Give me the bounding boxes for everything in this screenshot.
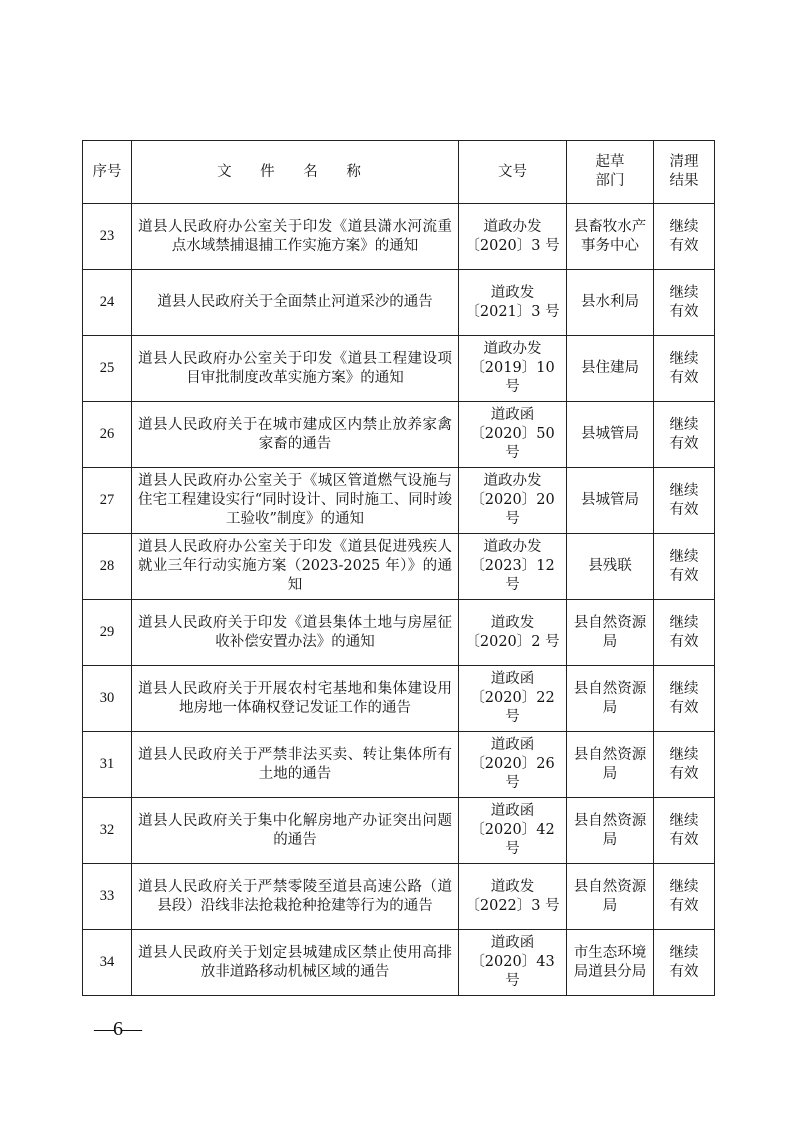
row-doc-name-text: 道县人民政府办公室关于《城区管道燃气设施与住宅工程建设实行“同时设计、同时施工、同时竣工验收”制度》的通知 bbox=[138, 473, 452, 527]
header-doc-no: 文号 bbox=[459, 141, 567, 204]
row-result-text: 继续 有效 bbox=[669, 218, 699, 254]
row-seq bbox=[83, 798, 132, 864]
row-result-text: 继续 有效 bbox=[669, 350, 699, 386]
row-doc-no-text: 道政发 〔2021〕3 号 bbox=[465, 284, 560, 320]
row-seq bbox=[83, 402, 132, 468]
row-result bbox=[654, 930, 715, 996]
row-dept bbox=[567, 468, 654, 534]
table-row bbox=[83, 270, 715, 336]
table-row bbox=[83, 930, 715, 996]
row-doc-no bbox=[459, 270, 567, 336]
row-dept-text: 县城管局 bbox=[581, 492, 639, 508]
row-doc-no bbox=[459, 600, 567, 666]
row-seq-text: 33 bbox=[99, 888, 115, 904]
row-seq-text: 30 bbox=[99, 690, 115, 706]
row-doc-no-text: 道政办发 〔2020〕3 号 bbox=[465, 218, 560, 254]
row-seq-text: 28 bbox=[99, 558, 115, 574]
row-result bbox=[654, 534, 715, 600]
row-doc-name bbox=[132, 204, 459, 270]
row-result-text: 继续 有效 bbox=[669, 614, 699, 650]
row-result bbox=[654, 402, 715, 468]
row-dept bbox=[567, 534, 654, 600]
row-result-text: 继续 有效 bbox=[669, 878, 699, 914]
table-row bbox=[83, 336, 715, 402]
table-row bbox=[83, 666, 715, 732]
row-doc-name-text: 道县人民政府关于严禁非法买卖、转让集体所有土地的通告 bbox=[138, 746, 452, 782]
row-result bbox=[654, 204, 715, 270]
row-seq-text: 25 bbox=[99, 360, 115, 376]
row-doc-no bbox=[459, 666, 567, 732]
row-dept-text: 县自然资源局 bbox=[573, 812, 647, 848]
header-seq: 序号 bbox=[83, 141, 132, 204]
table-row bbox=[83, 468, 715, 534]
row-result bbox=[654, 336, 715, 402]
row-result bbox=[654, 600, 715, 666]
row-doc-name-text: 道县人民政府关于全面禁止河道采沙的通告 bbox=[157, 294, 433, 310]
row-doc-name-text: 道县人民政府办公室关于印发《道县工程建设项目审批制度改革实施方案》的通知 bbox=[138, 350, 452, 386]
document-table bbox=[82, 140, 715, 996]
row-doc-no bbox=[459, 468, 567, 534]
row-doc-no bbox=[459, 798, 567, 864]
row-seq-text: 29 bbox=[99, 624, 115, 640]
row-doc-no-text: 道政函 〔2020〕26 号 bbox=[470, 737, 555, 791]
row-result bbox=[654, 270, 715, 336]
row-dept-text: 县水利局 bbox=[581, 294, 639, 310]
row-doc-name bbox=[132, 336, 459, 402]
row-seq bbox=[83, 666, 132, 732]
row-seq-text: 24 bbox=[99, 294, 115, 310]
row-dept-text: 县自然资源局 bbox=[573, 680, 647, 716]
row-result-text: 继续 有效 bbox=[669, 284, 699, 320]
row-doc-no bbox=[459, 336, 567, 402]
row-seq-text: 23 bbox=[99, 228, 115, 244]
row-doc-name-text: 道县人民政府关于集中化解房地产办证突出问题的通告 bbox=[138, 812, 452, 848]
row-doc-name bbox=[132, 468, 459, 534]
table-row bbox=[83, 864, 715, 930]
row-seq-text: 31 bbox=[99, 756, 115, 772]
row-result-text: 继续 有效 bbox=[669, 548, 699, 584]
row-doc-name bbox=[132, 732, 459, 798]
row-doc-no-text: 道政办发 〔2019〕10 号 bbox=[470, 341, 555, 395]
header-result-label: 清理 结果 bbox=[669, 154, 699, 189]
row-result bbox=[654, 864, 715, 930]
row-result-text: 继续 有效 bbox=[669, 746, 699, 782]
row-dept bbox=[567, 930, 654, 996]
header-name bbox=[132, 141, 459, 204]
row-doc-no-text: 道政函 〔2020〕42 号 bbox=[470, 803, 555, 857]
row-doc-no-text: 道政发 〔2020〕2 号 bbox=[465, 614, 560, 650]
row-doc-no-text: 道政函 〔2020〕43 号 bbox=[470, 935, 555, 989]
row-result-text: 继续 有效 bbox=[669, 944, 699, 980]
row-doc-name bbox=[132, 402, 459, 468]
row-doc-no-text: 道政办发 〔2020〕20 号 bbox=[470, 473, 555, 527]
header-dept bbox=[567, 141, 654, 204]
row-doc-name-text: 道县人民政府关于在城市建成区内禁止放养家禽家畜的通告 bbox=[138, 416, 452, 452]
row-seq bbox=[83, 468, 132, 534]
row-dept-text: 县自然资源局 bbox=[573, 878, 647, 914]
row-dept-text: 县城管局 bbox=[581, 426, 639, 442]
row-result bbox=[654, 666, 715, 732]
row-dept bbox=[567, 402, 654, 468]
row-dept bbox=[567, 204, 654, 270]
row-seq bbox=[83, 732, 132, 798]
row-result-text: 继续 有效 bbox=[669, 482, 699, 518]
row-doc-no bbox=[459, 534, 567, 600]
row-doc-name-text: 道县人民政府关于划定县城建成区禁止使用高排放非道路移动机械区域的通告 bbox=[138, 944, 452, 980]
header-dept-label: 起草 部门 bbox=[595, 154, 625, 189]
row-seq-text: 32 bbox=[99, 822, 115, 838]
row-dept-text: 县畜牧水产事务中心 bbox=[573, 218, 647, 254]
header-name-label: 文 件 名 称 bbox=[217, 163, 373, 180]
row-result-text: 继续 有效 bbox=[669, 680, 699, 716]
row-seq-text: 26 bbox=[99, 426, 115, 442]
row-doc-no bbox=[459, 204, 567, 270]
row-dept-text: 县自然资源局 bbox=[573, 746, 647, 782]
table-row bbox=[83, 732, 715, 798]
row-doc-name-text: 道县人民政府关于严禁零陵至道县高速公路（道县段）沿线非法抢栽抢种抢建等行为的通告 bbox=[138, 878, 452, 914]
row-doc-name bbox=[132, 534, 459, 600]
row-doc-name bbox=[132, 270, 459, 336]
row-doc-name bbox=[132, 600, 459, 666]
row-doc-name-text: 道县人民政府办公室关于印发《道县促进残疾人就业三年行动实施方案（2023-2025 年）》的通知 bbox=[138, 539, 452, 593]
row-dept bbox=[567, 336, 654, 402]
row-doc-no-text: 道政函 〔2020〕22 号 bbox=[470, 671, 555, 725]
row-seq-text: 27 bbox=[99, 492, 115, 508]
row-result bbox=[654, 798, 715, 864]
row-doc-no-text: 道政函 〔2020〕50 号 bbox=[470, 407, 555, 461]
row-doc-no-text: 道政办发 〔2023〕12 号 bbox=[470, 539, 555, 593]
table-row bbox=[83, 600, 715, 666]
row-seq bbox=[83, 336, 132, 402]
row-seq bbox=[83, 270, 132, 336]
page-number: —6— bbox=[94, 1018, 141, 1040]
row-doc-name bbox=[132, 930, 459, 996]
table-row bbox=[83, 402, 715, 468]
row-doc-no bbox=[459, 732, 567, 798]
row-seq bbox=[83, 600, 132, 666]
row-dept-text: 市生态环境局道县分局 bbox=[573, 944, 647, 980]
row-dept bbox=[567, 270, 654, 336]
row-result-text: 继续 有效 bbox=[669, 812, 699, 848]
row-doc-name bbox=[132, 666, 459, 732]
row-doc-no-text: 道政发 〔2022〕3 号 bbox=[465, 878, 560, 914]
table-header-row bbox=[83, 141, 715, 204]
header-result bbox=[654, 141, 715, 204]
row-doc-name-text: 道县人民政府关于开展农村宅基地和集体建设用地房地一体确权登记发证工作的通告 bbox=[138, 680, 452, 716]
table-row bbox=[83, 798, 715, 864]
row-seq bbox=[83, 204, 132, 270]
row-seq bbox=[83, 534, 132, 600]
row-seq bbox=[83, 864, 132, 930]
row-seq bbox=[83, 930, 132, 996]
row-doc-name-text: 道县人民政府办公室关于印发《道县潇水河流重点水域禁捕退捕工作实施方案》的通知 bbox=[138, 218, 452, 254]
table-row bbox=[83, 534, 715, 600]
row-result bbox=[654, 732, 715, 798]
table-body bbox=[83, 204, 715, 996]
row-dept bbox=[567, 864, 654, 930]
row-dept bbox=[567, 732, 654, 798]
row-doc-name bbox=[132, 798, 459, 864]
row-seq-text: 34 bbox=[99, 954, 115, 970]
row-dept-text: 县残联 bbox=[588, 558, 632, 574]
row-result-text: 继续 有效 bbox=[669, 416, 699, 452]
row-dept-text: 县住建局 bbox=[581, 360, 639, 376]
row-dept bbox=[567, 666, 654, 732]
row-doc-name bbox=[132, 864, 459, 930]
row-dept bbox=[567, 600, 654, 666]
row-doc-no bbox=[459, 402, 567, 468]
row-dept bbox=[567, 798, 654, 864]
row-doc-name-text: 道县人民政府关于印发《道县集体土地与房屋征收补偿安置办法》的通知 bbox=[138, 614, 452, 650]
row-doc-no bbox=[459, 864, 567, 930]
row-dept-text: 县自然资源局 bbox=[573, 614, 647, 650]
row-result bbox=[654, 468, 715, 534]
table-row bbox=[83, 204, 715, 270]
row-doc-no bbox=[459, 930, 567, 996]
